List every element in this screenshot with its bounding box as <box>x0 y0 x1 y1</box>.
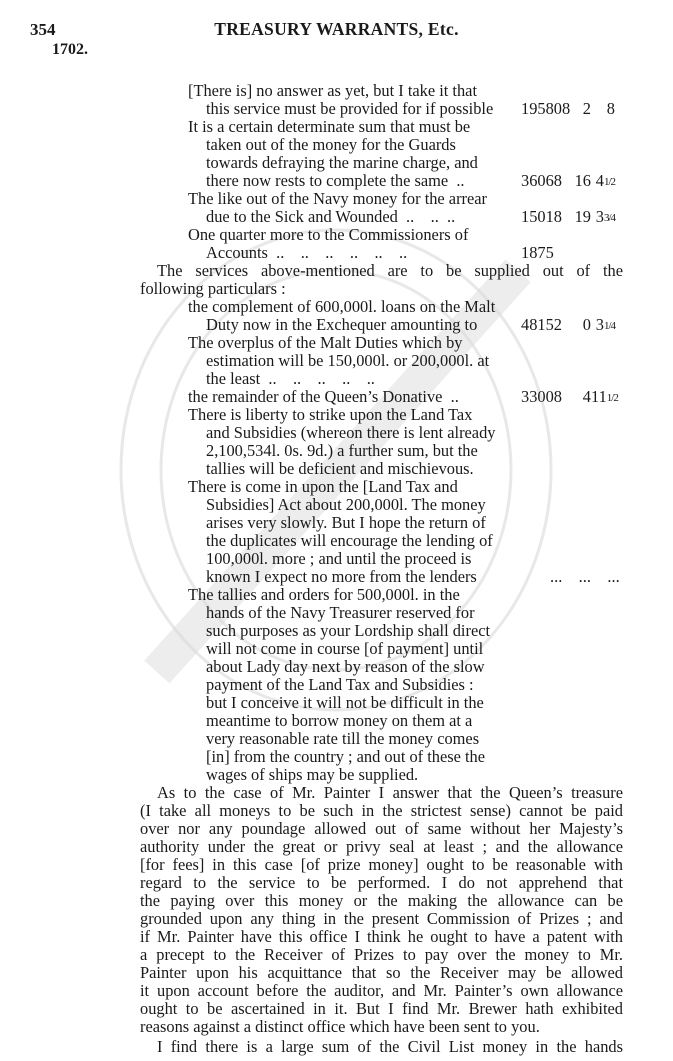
list-line: hands of the Navy Treasurer reserved for <box>206 603 475 622</box>
list-line: There is come in upon the [Land Tax and <box>188 477 458 496</box>
amount-pounds: 15018 <box>521 207 562 226</box>
amount-pence-fraction: 3/4 <box>603 212 615 224</box>
list-line: will not come in course [of payment] until <box>206 639 484 658</box>
dot-leader: .. .. .. <box>397 207 456 226</box>
paragraph-line: regard to the service to be performed. I do not apprehend that <box>140 873 623 892</box>
paragraph-line: I find there is a large sum of the Civil List money in the hands <box>157 1037 623 1056</box>
paragraph-line: Painter upon his acquittance that so the Receiver may be allowed <box>140 963 623 982</box>
list-line <box>188 388 459 406</box>
list-line: [in] from the country ; and out of these the <box>206 747 486 766</box>
paragraph-line: it upon account before the auditor, and Mr. Painter’s own allowance <box>140 981 623 1000</box>
paragraph-line: (I take all moneys to be such in the strictest sense) cannot be paid <box>140 801 623 820</box>
list-line <box>206 244 407 262</box>
list-line: and Subsidies (whereon there is lent already <box>206 423 496 442</box>
dot-leader: .. .. .. .. .. .. <box>267 243 408 262</box>
amount-pounds: 36068 <box>521 171 562 190</box>
amount-pounds: 48152 <box>521 315 562 334</box>
list-line: taken out of the money for the Guards <box>206 135 456 154</box>
list-line <box>206 172 465 190</box>
dot-leader: .. .. .. .. .. <box>260 369 375 388</box>
paragraph-line: over nor any poundage allowed out of same without her Majesty’s <box>140 819 623 838</box>
amount-pence <box>591 387 618 407</box>
list-line: known I expect no more from the lenders <box>206 567 477 586</box>
list-line: 100,000l. more ; and until the proceed is <box>206 549 472 568</box>
amount <box>521 208 615 227</box>
list-line: the complement of 600,000l. loans on the Malt <box>188 297 496 316</box>
paragraph-line: following particulars : <box>140 279 286 298</box>
list-line-text: due to the Sick and Wounded <box>206 207 398 226</box>
margin-year: 1702. <box>52 41 88 58</box>
amount-shillings: 16 <box>574 171 591 190</box>
paragraph-line: a precept to the Receiver of Prizes to pay over the money to Mr. <box>140 945 623 964</box>
amount-pence-fraction: 1/2 <box>606 392 618 404</box>
paragraph-line: grounded upon any thing in the present Commission of Prizes ; and <box>140 909 623 928</box>
amount-pence <box>591 208 615 227</box>
page-number: 354 <box>30 20 56 39</box>
list-line: but I conceive it will not be difficult in the <box>206 693 484 712</box>
list-line-text: there now rests to complete the same <box>206 171 449 190</box>
amount-pence <box>591 172 615 191</box>
amount-shillings: 4 <box>582 387 591 406</box>
amount <box>521 244 569 262</box>
dot-leader: .. <box>448 171 465 190</box>
amount-pence-whole: 4 <box>595 171 604 190</box>
paragraph-line: the paying over this money or the making the allowance can be <box>140 891 623 910</box>
list-line: tallies will be deficient and mischievous. <box>206 459 474 478</box>
amount-pence-fraction: 1/2 <box>603 176 615 188</box>
list-line: meantime to borrow money on them at a <box>206 711 473 730</box>
list-line: Subsidies] Act about 200,000l. The money <box>206 495 486 514</box>
amount-pounds: 1875 <box>521 243 554 262</box>
paragraph-line: if Mr. Painter have this office I think he ought to have a patent with <box>140 927 623 946</box>
list-line: about Lady day next by reason of the slow <box>206 657 485 676</box>
list-line <box>206 208 455 226</box>
dot-leader: ... ... ... <box>550 567 620 586</box>
paragraph-line: [for fees] in this case [of prize money] ought to be reasonable with <box>140 855 623 874</box>
paragraph-line: The services above-mentioned are to be supplied out of the <box>157 261 623 280</box>
amount-pounds: 33008 <box>521 387 562 406</box>
amount <box>521 172 615 191</box>
amount-pence-whole: 11 <box>591 387 607 406</box>
amount-pence-fraction: 1/4 <box>603 320 615 332</box>
dot-leader: .. <box>442 387 459 406</box>
list-line: arises very slowly. But I hope the return of <box>206 513 486 532</box>
list-line: payment of the Land Tax and Subsidies : <box>206 675 474 694</box>
list-line-text: Accounts <box>206 243 268 262</box>
list-line: 2,100,534l. 0s. 9d.) a further sum, but the <box>206 441 478 460</box>
list-line <box>206 370 375 388</box>
paragraph-line: reasons against a distinct office which have been sent to you. <box>140 1017 540 1036</box>
paragraph-line: ought to be ascertained in it. But I find Mr. Brewer hath exhibited <box>140 999 623 1018</box>
amount <box>521 316 615 335</box>
list-line: towards defraying the marine charge, and <box>206 153 478 172</box>
amount-pence-whole: 3 <box>595 207 604 226</box>
list-line-text: the remainder of the Queen’s Donative <box>188 387 443 406</box>
list-line: The tallies and orders for 500,000l. in the <box>188 585 460 604</box>
list-line: Duty now in the Exchequer amounting to <box>206 315 478 334</box>
amount-pence <box>591 316 615 335</box>
list-line: estimation will be 150,000l. or 200,000l. at <box>206 351 490 370</box>
list-line: The like out of the Navy money for the arrear <box>188 189 488 208</box>
running-title: TREASURY WARRANTS, Etc. <box>214 19 459 39</box>
amount <box>521 387 618 407</box>
list-line: The overplus of the Malt Duties which by <box>188 333 463 352</box>
amount <box>521 100 615 118</box>
list-line: [There is] no answer as yet, but I take it that <box>188 81 478 100</box>
amount-shillings: 2 <box>582 99 591 118</box>
list-line: One quarter more to the Commissioners of <box>188 225 469 244</box>
list-line: There is liberty to strike upon the Land Tax <box>188 405 473 424</box>
amount-pounds: 195808 <box>521 99 571 118</box>
list-line: It is a certain determinate sum that must be <box>188 117 471 136</box>
paragraph-line: As to the case of Mr. Painter I answer that the Queen’s treasure <box>157 783 623 802</box>
list-line: wages of ships may be supplied. <box>206 765 419 784</box>
amount-shillings: 0 <box>582 315 591 334</box>
amount-pence: 8 <box>606 99 615 118</box>
list-line-text: the least <box>206 369 261 388</box>
paragraph-line: authority under the great or privy seal at least ; and the allowance <box>140 837 623 856</box>
list-line: this service must be provided for if possible <box>206 99 494 118</box>
list-line: the duplicates will encourage the lending of <box>206 531 493 550</box>
list-line: such purposes as your Lordship shall direct <box>206 621 491 640</box>
list-line: very reasonable rate till the money comes <box>206 729 480 748</box>
amount-pence-whole: 3 <box>595 315 604 334</box>
amount-shillings: 19 <box>574 207 591 226</box>
